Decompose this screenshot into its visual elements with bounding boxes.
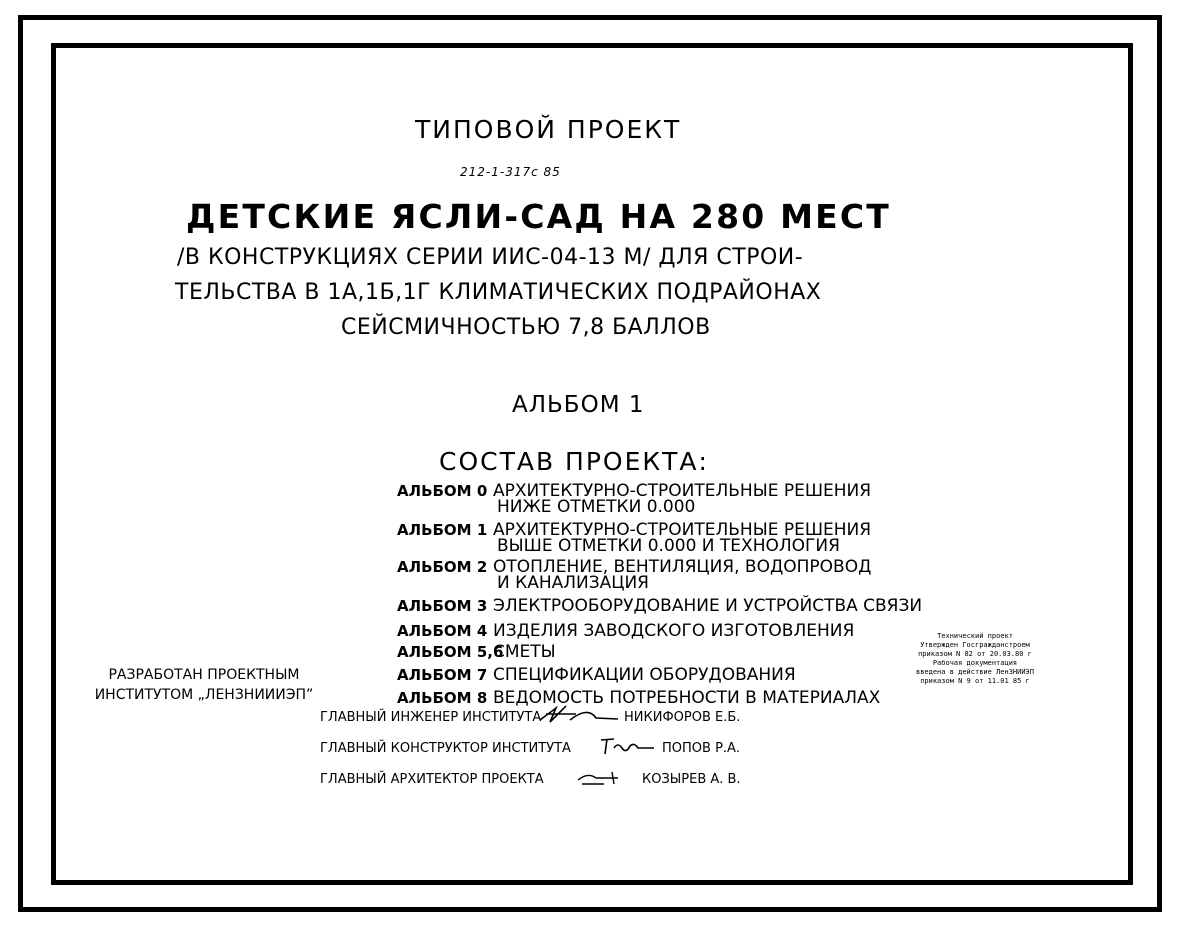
album-row bbox=[397, 688, 880, 708]
subtitle-line: СЕЙСМИЧНОСТЬЮ 7,8 БАЛЛОВ bbox=[341, 315, 711, 340]
subtitle-line: /В КОНСТРУКЦИЯХ СЕРИИ ИИС-04-13 М/ ДЛЯ СТРОИ- bbox=[177, 245, 804, 270]
signature-role: ГЛАВНЫЙ АРХИТЕКТОР ПРОЕКТА bbox=[320, 772, 544, 787]
stamp-line: приказом N 82 от 20.03.80 г bbox=[918, 650, 1032, 658]
approval-stamp bbox=[914, 632, 1036, 686]
album-label: АЛЬБОМ 3 bbox=[397, 597, 488, 615]
stamp-line: Технический проект bbox=[937, 632, 1013, 640]
album-label: АЛЬБОМ 7 bbox=[397, 666, 488, 684]
album-label: АЛЬБОМ 2 bbox=[397, 558, 488, 576]
signature-name: КОЗЫРЕВ А. В. bbox=[642, 772, 741, 787]
album-row bbox=[397, 596, 922, 616]
album-text: ВЕДОМОСТЬ ПОТРЕБНОСТИ В МАТЕРИАЛАХ bbox=[493, 688, 881, 708]
album-label: АЛЬБОМ 8 bbox=[397, 689, 488, 707]
album-continuation: НИЖЕ ОТМЕТКИ 0.000 bbox=[497, 497, 696, 517]
developer-line: РАЗРАБОТАН ПРОЕКТНЫМ bbox=[108, 667, 300, 683]
signature-role: ГЛАВНЫЙ КОНСТРУКТОР ИНСТИТУТА bbox=[320, 741, 571, 756]
album-row bbox=[397, 621, 854, 641]
stamp-line: Рабочая документация bbox=[932, 659, 1018, 667]
album-text: ОТОПЛЕНИЕ, ВЕНТИЛЯЦИЯ, ВОДОПРОВОД bbox=[493, 557, 872, 577]
album-text: СМЕТЫ bbox=[493, 642, 556, 662]
album-text: АРХИТЕКТУРНО-СТРОИТЕЛЬНЫЕ РЕШЕНИЯ bbox=[493, 481, 872, 501]
album-number: АЛЬБОМ 1 bbox=[512, 392, 645, 418]
album-text: ЭЛЕКТРООБОРУДОВАНИЕ И УСТРОЙСТВА СВЯЗИ bbox=[493, 596, 923, 616]
album-text: АРХИТЕКТУРНО-СТРОИТЕЛЬНЫЕ РЕШЕНИЯ bbox=[493, 520, 872, 540]
subtitle-line: ТЕЛЬСТВА В 1А,1Б,1Г КЛИМАТИЧЕСКИХ ПОДРАЙОНАХ bbox=[175, 280, 822, 305]
signature-name: НИКИФОРОВ Е.Б. bbox=[624, 710, 741, 725]
album-label: АЛЬБОМ 0 bbox=[397, 482, 488, 500]
album-row bbox=[397, 642, 556, 662]
composition-heading: СОСТАВ ПРОЕКТА: bbox=[439, 447, 709, 476]
title: ДЕТСКИЕ ЯСЛИ-САД НА 280 МЕСТ bbox=[186, 197, 892, 236]
handwritten-signature bbox=[574, 766, 626, 788]
signature-name: ПОПОВ Р.А. bbox=[662, 741, 741, 756]
album-label: АЛЬБОМ 5,6 bbox=[397, 643, 504, 661]
album-label: АЛЬБОМ 4 bbox=[397, 622, 488, 640]
project-code: 212-1-317с 85 bbox=[460, 165, 561, 179]
album-label: АЛЬБОМ 1 bbox=[397, 521, 488, 539]
album-text: ИЗДЕЛИЯ ЗАВОДСКОГО ИЗГОТОВЛЕНИЯ bbox=[493, 621, 855, 641]
stamp-line: введена в действие ЛенЗНИИЭП bbox=[915, 668, 1034, 676]
signature-role: ГЛАВНЫЙ ИНЖЕНЕР ИНСТИТУТА bbox=[320, 710, 542, 725]
stamp-line: Утвержден Госгражданстроем bbox=[920, 641, 1030, 649]
stamp-line: приказом N 9 от 11.01 85 г bbox=[920, 677, 1030, 685]
handwritten-signature bbox=[536, 702, 620, 726]
album-continuation: ВЫШЕ ОТМЕТКИ 0.000 И ТЕХНОЛОГИЯ bbox=[497, 536, 840, 556]
developer-line: ИНСТИТУТОМ „ЛЕНЗНИИИЭП” bbox=[94, 687, 314, 703]
handwritten-signature bbox=[598, 734, 656, 758]
header: ТИПОВОЙ ПРОЕКТ bbox=[415, 115, 682, 144]
album-text: СПЕЦИФИКАЦИИ ОБОРУДОВАНИЯ bbox=[493, 665, 796, 685]
album-row bbox=[397, 665, 796, 685]
album-continuation: И КАНАЛИЗАЦИЯ bbox=[497, 573, 649, 593]
